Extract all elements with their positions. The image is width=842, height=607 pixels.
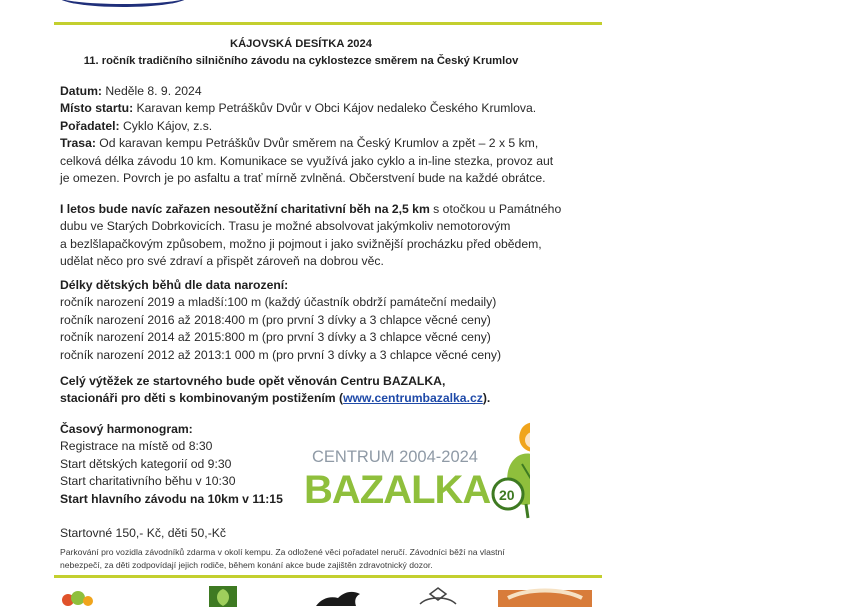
kids-heading: Délky dětských běhů dle data narození: bbox=[60, 278, 289, 292]
top-logo-fragment bbox=[58, 0, 188, 7]
schedule-item: Start charitativního běhu v 10:30 bbox=[60, 474, 236, 489]
route-line-3: je omezen. Povrch je po asfaltu a trať mírně zvlněná. Občerstvení bude na každé obrátce. bbox=[60, 171, 546, 186]
anniversary-badge bbox=[493, 479, 523, 509]
logo-top-text: CENTRUM 2004-2024 bbox=[312, 448, 478, 466]
sponsor-logo-crest bbox=[410, 586, 466, 607]
proceeds-line-1: Celý výtěžek ze startovného bude opět věnován Centru BAZALKA, bbox=[60, 374, 446, 388]
schedule-heading: Časový harmonogram: bbox=[60, 422, 193, 436]
charity-line-2: dubu ve Starých Dobrkovicích. Trasu je možné absolvovat jakýmkoliv nemotorovým bbox=[60, 219, 511, 234]
kids-row: ročník narození 2019 a mladší:100 m (každý účastník obdrží památeční medaily) bbox=[60, 295, 497, 310]
route-line: Trasa: Od karavan kempu Petráškův Dvůr směrem na Český Krumlov a zpět – 2 x 5 km, bbox=[60, 136, 539, 151]
kids-row: ročník narození 2016 až 2018:400 m (pro první 3 dívky a 3 chlapce věcné ceny) bbox=[60, 312, 491, 327]
schedule-main-start: Start hlavního závodu na 10km v 11:15 bbox=[60, 491, 283, 506]
disclaimer bbox=[60, 546, 580, 572]
top-divider bbox=[54, 22, 602, 25]
sponsor-logo-leaf bbox=[205, 586, 241, 607]
event-subtitle: 11. ročník tradičního silničního závodu na cyklostezce směrem na Český Krumlov bbox=[83, 55, 519, 67]
event-title: KÁJOVSKÁ DESÍTKA 2024 bbox=[230, 38, 372, 50]
schedule-item: Start dětských kategorií od 9:30 bbox=[60, 456, 232, 471]
sponsor-logo-bakery bbox=[498, 586, 592, 607]
kids-races bbox=[60, 277, 501, 364]
proceeds-note bbox=[60, 373, 490, 408]
bazalka-link[interactable]: www.centrumbazalka.cz bbox=[343, 391, 483, 406]
kids-row: ročník narození 2014 až 2015:800 m (pro první 3 dívky a 3 chlapce věcné ceny) bbox=[60, 330, 491, 345]
sponsor-logo-vegetables bbox=[60, 586, 96, 607]
logo-word: BAZALKA bbox=[304, 468, 491, 512]
schedule-item: Registrace na místě od 8:30 bbox=[60, 439, 213, 454]
badge-number: 20 bbox=[499, 487, 515, 503]
route-line-2: celková délka závodu 10 km. Komunikace se využívá jako cyklo a in-line stezka, provoz aut bbox=[60, 153, 554, 168]
entry-fee: Startovné 150,- Kč, děti 50,-Kč bbox=[60, 526, 226, 540]
event-details bbox=[60, 83, 553, 187]
disclaimer-line-2: nebezpečí, za děti zodpovídají jejich rodiče, během konání akce bude zajištěn zdravotnický dozor. bbox=[60, 560, 433, 570]
sponsor-logo-horse bbox=[312, 586, 368, 607]
charity-line-3: a bezlšlapačkovým způsobem, možno ji pojmout i jako svižnější procházku před obědem, bbox=[60, 236, 542, 251]
charity-run bbox=[60, 201, 561, 271]
proceeds-line-2: stacionáři pro děti s kombinovaným postižením (www.centrumbazalka.cz). bbox=[60, 391, 491, 406]
disclaimer-line-1: Parkování pro vozidla závodníků zdarma v okolí kempu. Za odložené věci pořadatel neručí. Závodníci běží na vlastní bbox=[60, 547, 505, 557]
charity-line-1: I letos bude navíc zařazen nesoutěžní charitativní běh na 2,5 km s otočkou u Památného bbox=[60, 202, 562, 216]
schedule bbox=[60, 421, 283, 508]
date-line: Datum: Neděle 8. 9. 2024 bbox=[60, 84, 202, 98]
bottom-divider bbox=[54, 575, 602, 578]
organizer-line: Pořadatel: Cyklo Kájov, z.s. bbox=[60, 118, 213, 133]
kids-row: ročník narození 2012 až 2013:1 000 m (pro první 3 dívky a 3 chlapce věcné ceny) bbox=[60, 347, 502, 362]
start-line: Místo startu: Karavan kemp Petráškův Dvůr v Obci Kájov nedaleko Českého Krumlova. bbox=[60, 101, 537, 116]
charity-line-4: udělat něco pro své zdraví a přispět zároveň na dobrou věc. bbox=[60, 254, 384, 269]
centrum-bazalka-logo bbox=[300, 420, 530, 520]
